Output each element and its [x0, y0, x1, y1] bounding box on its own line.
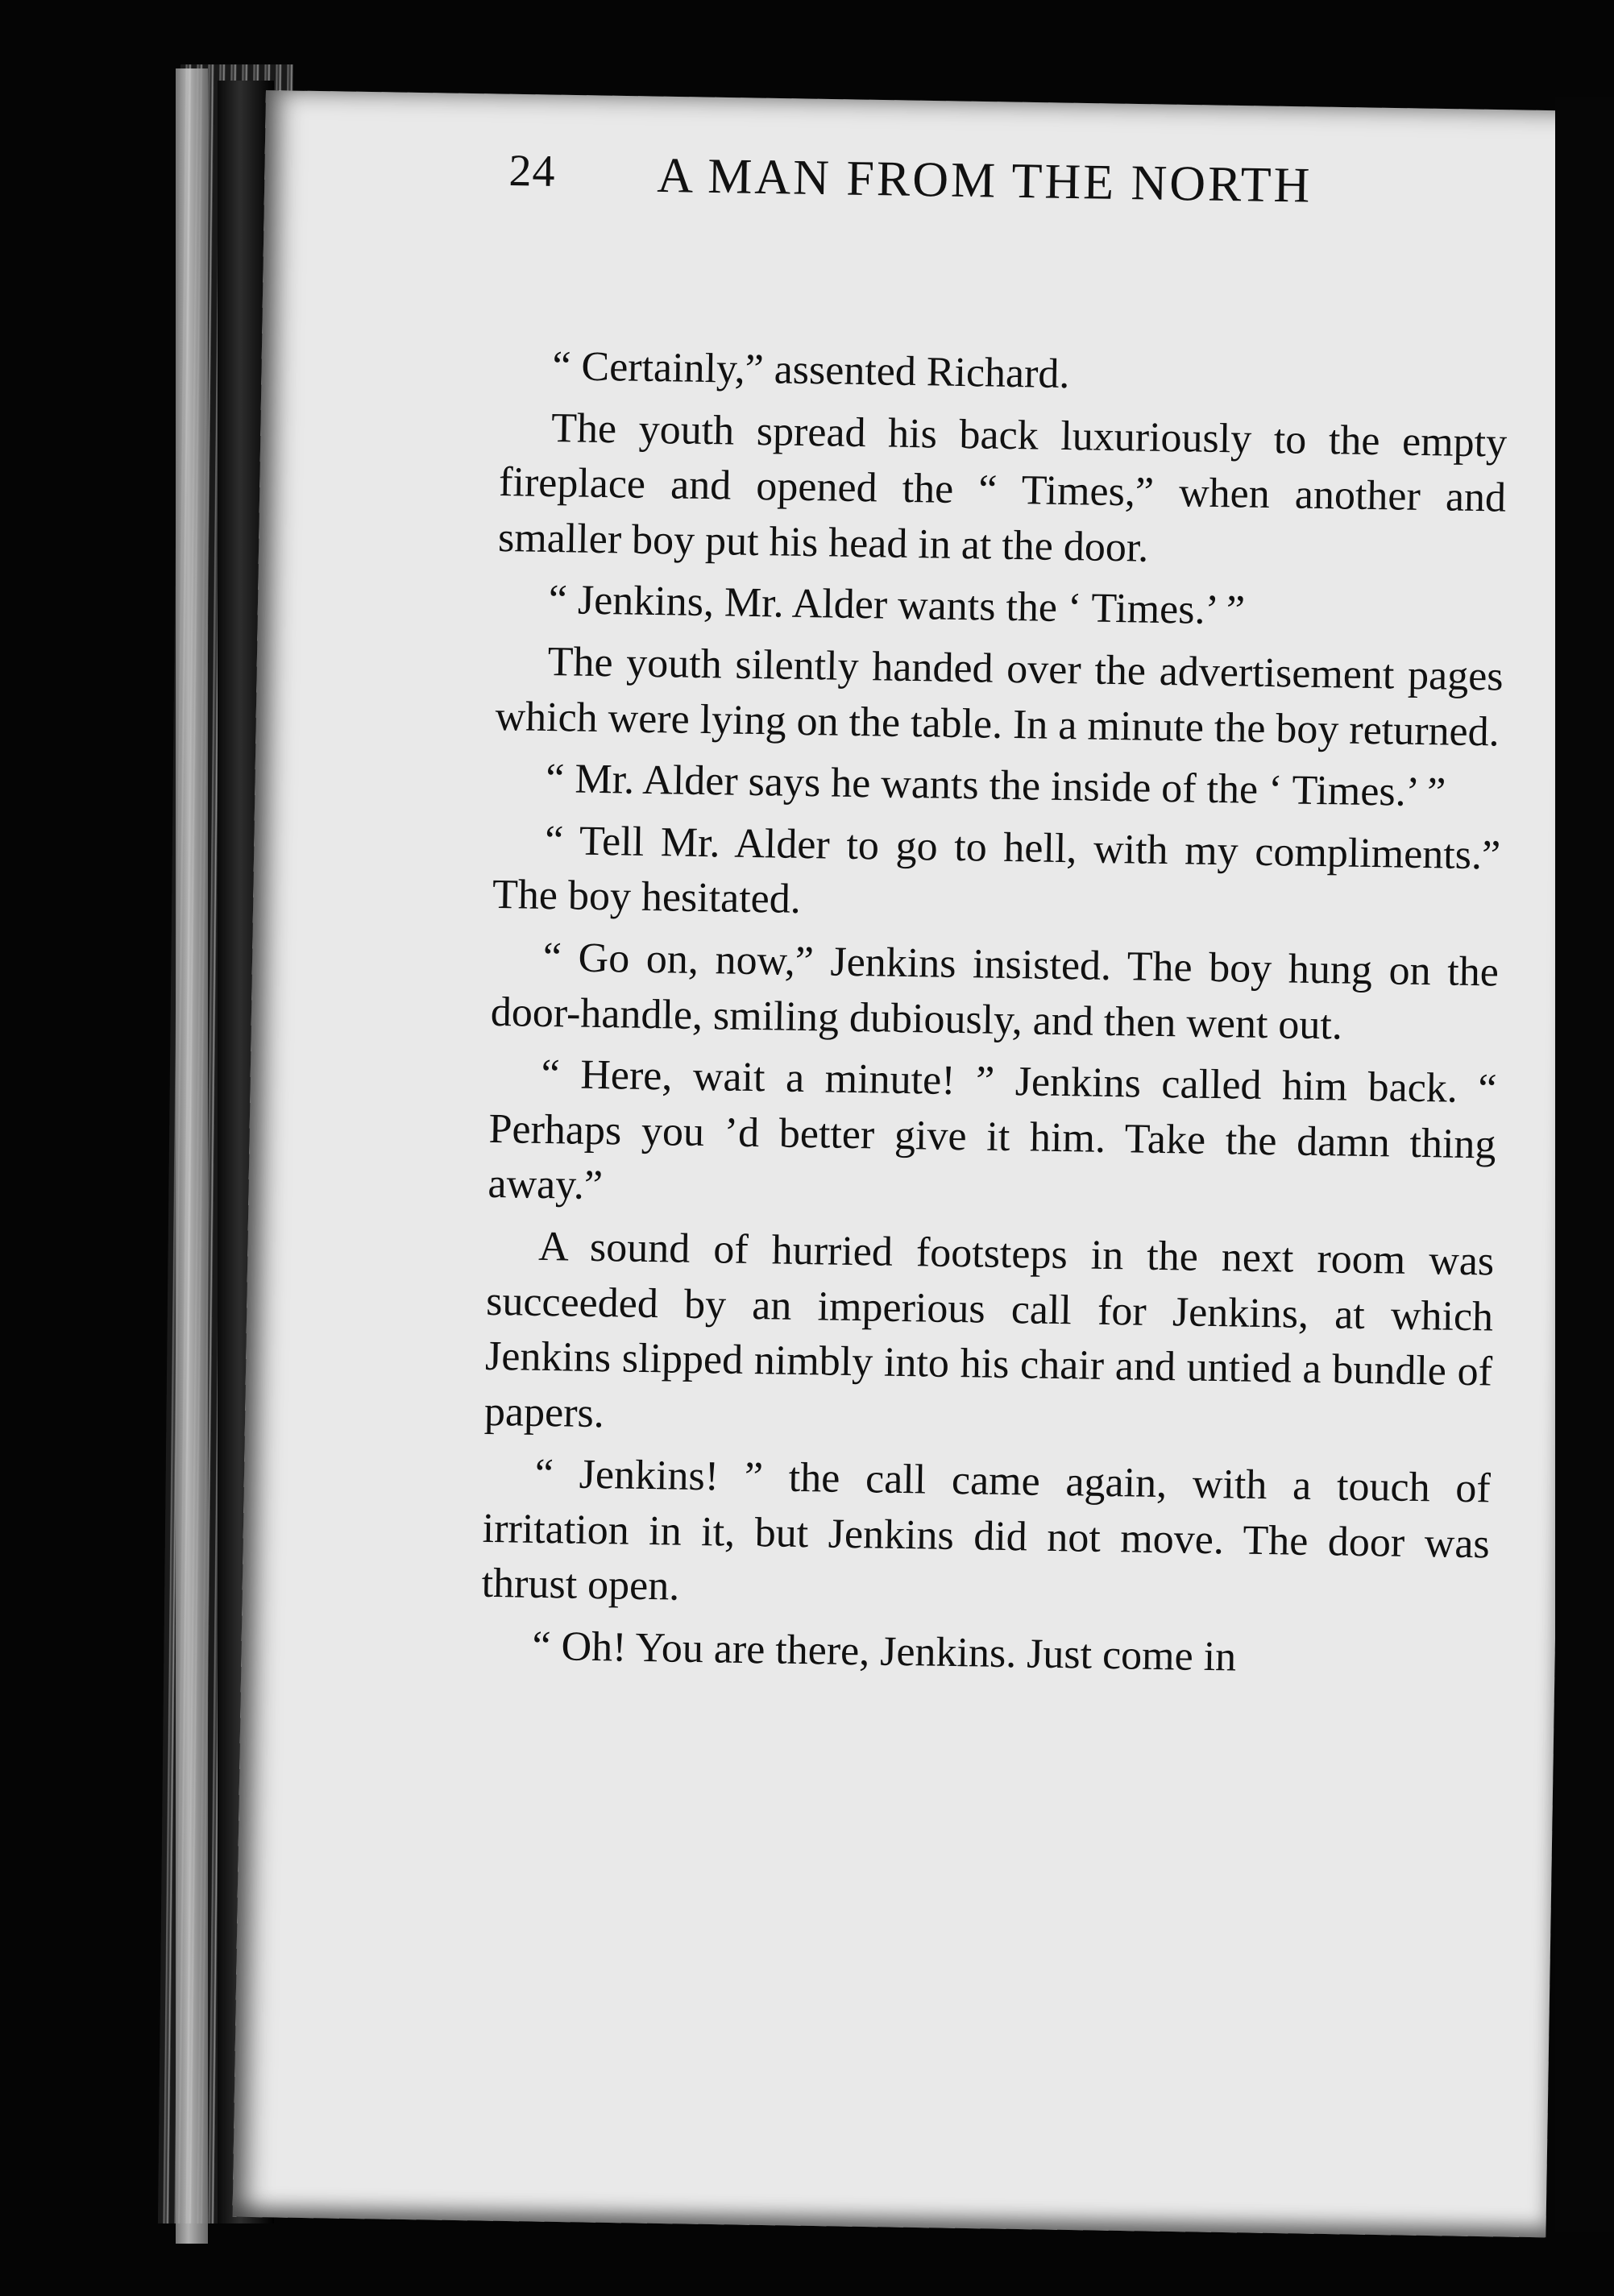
paragraph: A sound of hurried footsteps in the next room was succeeded by an imperious call for Jenkins, at which Jenkins slipped nimbly into his chair and untied a bundle of papers. [483, 1223, 1495, 1436]
paragraph: “ Here, wait a minute! ” Jenkins called him back. “ Perhaps you ’d better give it him. Take the damn thing away.” [488, 1051, 1497, 1209]
paragraph: “ Mr. Alder says he wants the inside of the ‘ Times.’ ” [545, 756, 1446, 816]
paragraph: “ Jenkins! ” the call came again, with a touch of irritation in it, but Jenkins did not move. The door was thrust open. [481, 1451, 1492, 1610]
right-margin-shadow [1555, 97, 1614, 2232]
paragraph: “ Go on, now,” Jenkins insisted. The boy hung on the door-handle, smiling dubiously, and then went out. [490, 934, 1500, 1049]
paragraph: “ Oh! You are there, Jenkins. Just come in [532, 1623, 1237, 1681]
paragraph: “ Jenkins, Mr. Alder wants the ‘ Times.’ ” [548, 577, 1246, 634]
paragraph: “ Certainly,” assented Richard. [552, 343, 1070, 398]
page-number: 24 [508, 145, 556, 197]
body-text [480, 338, 1508, 1696]
running-title: A MAN FROM THE NORTH [656, 147, 1313, 213]
paragraph: The youth silently handed over the advertisement pages which were lying on the table. In a minute the boy returned. [495, 638, 1504, 756]
paragraph: The youth spread his back luxuriously to the empty fireplace and opened the “ Times,” when another and smaller boy put his head in at the door. [497, 404, 1508, 571]
paragraph: “ Tell Mr. Alder to go to hell, with my compliments.” The boy hesitated. [492, 817, 1501, 923]
book-cover-edge [176, 68, 208, 2244]
